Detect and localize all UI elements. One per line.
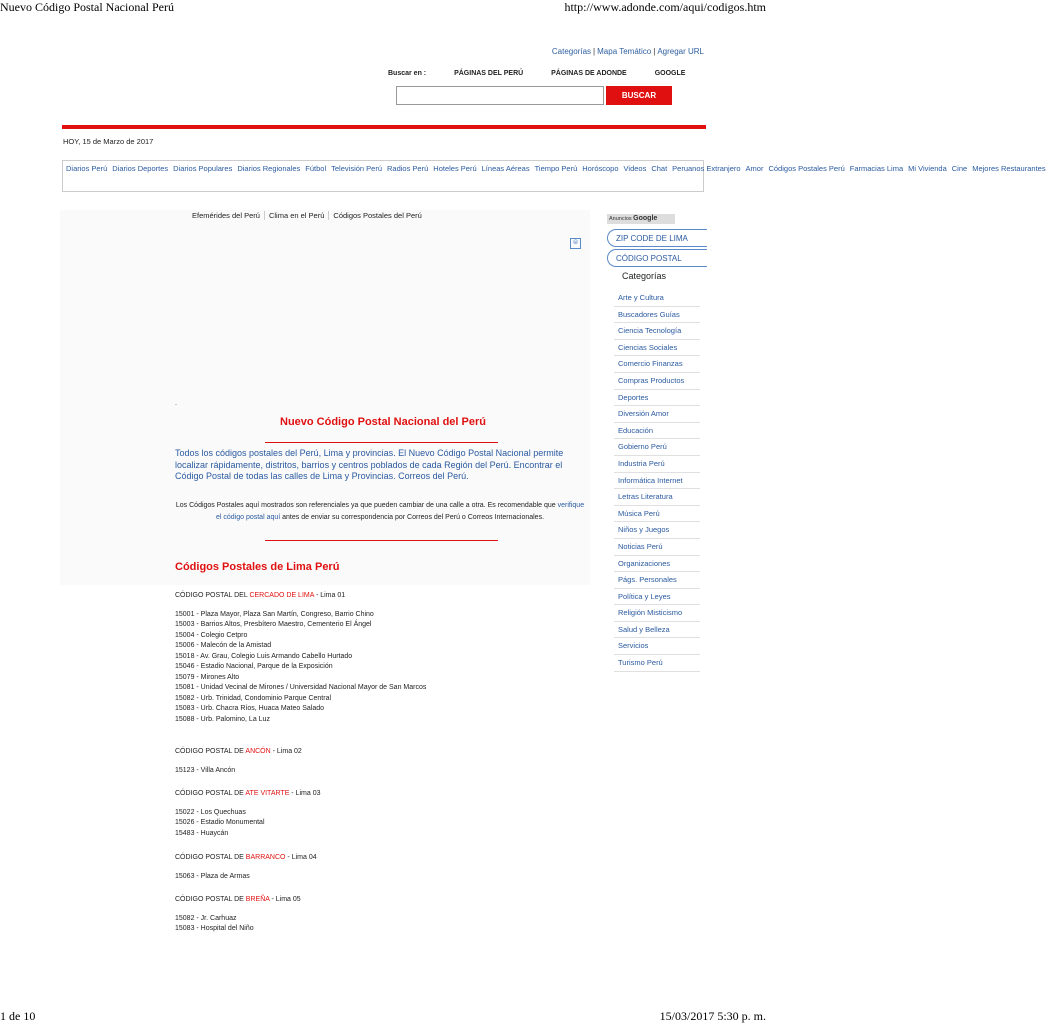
note-text-b: antes de enviar su correspondencia por Correos del Perú o Correos Internacionales. <box>280 514 545 521</box>
postal-code-row: 15079 - Mirones Alto <box>175 673 240 681</box>
sub-nav <box>188 211 426 220</box>
today-date: HOY, 15 de Marzo de 2017 <box>63 137 154 146</box>
postal-code-row: 15001 - Plaza Mayor, Plaza San Martín, Congreso, Barrio Chino <box>175 610 374 618</box>
postal-code-row: 15006 - Malecón de la Amistad <box>175 642 272 649</box>
nav-link[interactable]: Farmacias Lima <box>849 164 904 173</box>
verify-code-link[interactable]: verifique el código postal aquí <box>215 502 585 521</box>
divider <box>265 540 498 541</box>
category-link[interactable]: Arte y Cultura <box>614 290 700 307</box>
nav-link[interactable]: Líneas Aéreas <box>481 164 530 173</box>
lima-section-title: Códigos Postales de Lima Perú <box>175 561 340 573</box>
nav-link[interactable]: Amor <box>745 164 764 173</box>
header-divider <box>62 125 706 129</box>
nav-link[interactable]: Horóscopo <box>582 164 619 173</box>
print-page-number: 1 de 10 <box>0 1009 36 1023</box>
postal-code-row: 15063 - Plaza de Armas <box>175 872 250 880</box>
category-link[interactable]: Educación <box>614 423 700 440</box>
nav-link[interactable]: Diarios Perú <box>66 164 108 173</box>
zip-code-lima-ad[interactable]: ZIP CODE DE LIMA <box>607 229 707 247</box>
efemerides-link[interactable]: Efemérides del Perú <box>188 211 265 220</box>
postal-code-row: 15083 - Hospital del Niño <box>175 925 254 932</box>
category-link[interactable]: Música Perú <box>614 506 700 523</box>
category-link[interactable]: Buscadores Guías <box>614 307 700 324</box>
category-link[interactable]: Diversión Amor <box>614 406 700 423</box>
postal-section <box>175 853 317 882</box>
ad-area <box>60 210 590 585</box>
nav-link[interactable]: Hoteles Perú <box>433 164 477 173</box>
nav-link[interactable]: Tiempo Perú <box>534 164 578 173</box>
disclaimer-note <box>175 500 585 524</box>
search-label: Buscar en : <box>388 70 427 77</box>
agregar-url-link[interactable]: Agregar URL <box>657 47 704 56</box>
postal-code-row: 15004 - Colegio Cetpro <box>175 631 248 639</box>
section-heading <box>175 789 320 800</box>
category-link[interactable]: Niños y Juegos <box>614 522 700 539</box>
postal-code-row: 15088 - Urb. Palomino, La Luz <box>175 715 270 723</box>
intro-text: Todos los códigos postales del Perú, Lima y provincias. El Nuevo Código Postal Nacional permite localizar rápidamente, distritos, barrios y centros poblados de cada Región del Perú. Encontrar el Código Postal de todas las calles de Lima y Provincias. Correos del Perú. <box>175 448 564 481</box>
heading-prefix: CÓDIGO POSTAL DE <box>175 748 246 755</box>
nav-link[interactable]: Diarios Deportes <box>112 164 169 173</box>
search-scope <box>388 70 711 77</box>
heading-suffix: - Lima 01 <box>314 592 346 599</box>
note-text-a: Los Códigos Postales aquí mostrados son referenciales ya que pueden cambiar de una calle a otra. Es recomendable que <box>175 502 558 509</box>
postal-section <box>175 895 301 935</box>
clima-link[interactable]: Clima en el Perú <box>265 211 329 220</box>
nav-link[interactable]: Cine <box>951 164 968 173</box>
district-name: ATE VITARTE <box>245 790 290 797</box>
postal-code-row: 15018 - Av. Grau, Colegio Luis Armando Cabello Hurtado <box>175 652 353 660</box>
main-nav <box>62 160 1046 192</box>
codigo-postal-ad[interactable]: CÓDIGO POSTAL <box>607 249 707 267</box>
district-name: BARRANCO <box>245 854 286 861</box>
category-link[interactable]: Comercio Finanzas <box>614 356 700 373</box>
mapa-tematico-link[interactable]: Mapa Temático <box>597 47 652 56</box>
heading-suffix: - Lima 02 <box>270 748 302 755</box>
ad-choices-icon[interactable]: ⦾ <box>570 238 581 249</box>
print-page-title: Nuevo Código Postal Nacional Perú <box>0 0 174 14</box>
category-link[interactable]: Gobierno Perú <box>614 439 700 456</box>
category-link[interactable]: Servicios <box>614 638 700 655</box>
search-option-adonde[interactable]: PÁGINAS DE ADONDE <box>551 70 627 77</box>
dot: . <box>175 400 177 407</box>
heading-prefix: CÓDIGO POSTAL DE <box>175 790 246 797</box>
category-link[interactable]: Política y Leyes <box>614 589 700 606</box>
google-ads-label[interactable] <box>607 214 675 224</box>
category-link[interactable]: Ciencia Tecnología <box>614 323 700 340</box>
postal-section <box>175 591 426 725</box>
nav-link[interactable]: Peruanos Extranjero <box>672 164 741 173</box>
ads-label: Anuncios <box>609 216 632 222</box>
section-heading <box>175 853 317 864</box>
category-link[interactable]: Religión Misticismo <box>614 605 700 622</box>
category-link[interactable]: Salud y Belleza <box>614 622 700 639</box>
category-list <box>614 290 700 672</box>
category-link[interactable]: Industria Perú <box>614 456 700 473</box>
print-page-url: http://www.adonde.com/aqui/codigos.htm <box>564 0 766 14</box>
category-link[interactable]: Ciencias Sociales <box>614 340 700 357</box>
nav-link[interactable]: Radios Perú <box>387 164 429 173</box>
nav-link[interactable]: Chat <box>651 164 668 173</box>
postal-code-row: 15022 - Los Quechuas <box>175 808 246 816</box>
nav-link[interactable]: Televisión Perú <box>331 164 382 173</box>
category-link[interactable]: Organizaciones <box>614 556 700 573</box>
heading-prefix: CÓDIGO POSTAL DE <box>175 854 246 861</box>
postal-code-row: 15082 - Jr. Carhuaz <box>175 914 237 922</box>
search-option-google[interactable]: GOOGLE <box>654 70 686 77</box>
postal-section <box>175 789 320 839</box>
postal-code-row: 15003 - Barrios Altos, Presbítero Maestro, Cementerio El Ángel <box>175 621 372 628</box>
district-name: CERCADO DE LIMA <box>249 592 315 599</box>
category-link[interactable]: Compras Productos <box>614 373 700 390</box>
nav-link[interactable]: Diarios Populares <box>173 164 233 173</box>
postal-code-row: 15083 - Urb. Chacra Ríos, Huaca Mateo Salado <box>175 705 325 712</box>
categories-title: Categorías <box>622 271 667 281</box>
postal-section <box>175 747 302 776</box>
search-input[interactable] <box>396 86 604 105</box>
search-option-peru[interactable]: PÁGINAS DEL PERÚ <box>454 70 524 77</box>
heading-suffix: - Lima 03 <box>289 790 321 797</box>
heading-suffix: - Lima 04 <box>285 854 317 861</box>
ads-brand: Google <box>633 215 658 222</box>
district-name: ANCÓN <box>245 748 271 755</box>
divider <box>265 442 498 443</box>
heading-prefix: CÓDIGO POSTAL DEL <box>175 592 250 599</box>
section-heading <box>175 895 301 906</box>
postal-code-row: 15082 - Urb. Trinidad, Condominio Parque Central <box>175 694 332 702</box>
nav-link[interactable]: Mi Vivienda <box>908 164 947 173</box>
district-name: BREÑA <box>245 896 270 903</box>
postal-code-row: 15483 - Huaycán <box>175 829 229 837</box>
postal-code-row: 15026 - Estadio Monumental <box>175 819 265 826</box>
category-link[interactable]: Informática Internet <box>614 473 700 490</box>
postal-code-row: 15081 - Unidad Vecinal de Mirones / Universidad Nacional Mayor de San Marcos <box>175 684 427 691</box>
categorias-link[interactable]: Categorías <box>551 47 592 56</box>
section-heading <box>175 591 426 602</box>
category-link[interactable]: Deportes <box>614 390 700 407</box>
top-links: Categorías | Mapa Temático | Agregar URL <box>551 47 704 56</box>
heading-suffix: - Lima 05 <box>269 896 301 903</box>
nav-link[interactable]: Fútbol <box>305 164 327 173</box>
nav-link[interactable]: Códigos Postales Perú <box>768 164 845 173</box>
postal-code-row: 15123 - Villa Ancón <box>175 766 236 774</box>
category-link[interactable]: Noticias Perú <box>614 539 700 556</box>
nav-link[interactable]: Videos <box>623 164 647 173</box>
category-link[interactable]: Turismo Perú <box>614 655 700 672</box>
heading-prefix: CÓDIGO POSTAL DE <box>175 896 246 903</box>
category-link[interactable]: Págs. Personales <box>614 572 700 589</box>
codigos-postales-link[interactable]: Códigos Postales del Perú <box>333 211 422 220</box>
nav-link[interactable]: Mejores Restaurantes <box>972 164 1046 173</box>
category-link[interactable]: Letras Literatura <box>614 489 700 506</box>
section-heading <box>175 747 302 758</box>
search-button[interactable]: BUSCAR <box>606 86 672 105</box>
print-datetime: 15/03/2017 5:30 p. m. <box>659 1009 766 1023</box>
postal-code-row: 15046 - Estadio Nacional, Parque de la Exposición <box>175 663 333 670</box>
nav-link[interactable]: Diarios Regionales <box>237 164 301 173</box>
page-title: Nuevo Código Postal Nacional del Perú <box>280 416 486 428</box>
